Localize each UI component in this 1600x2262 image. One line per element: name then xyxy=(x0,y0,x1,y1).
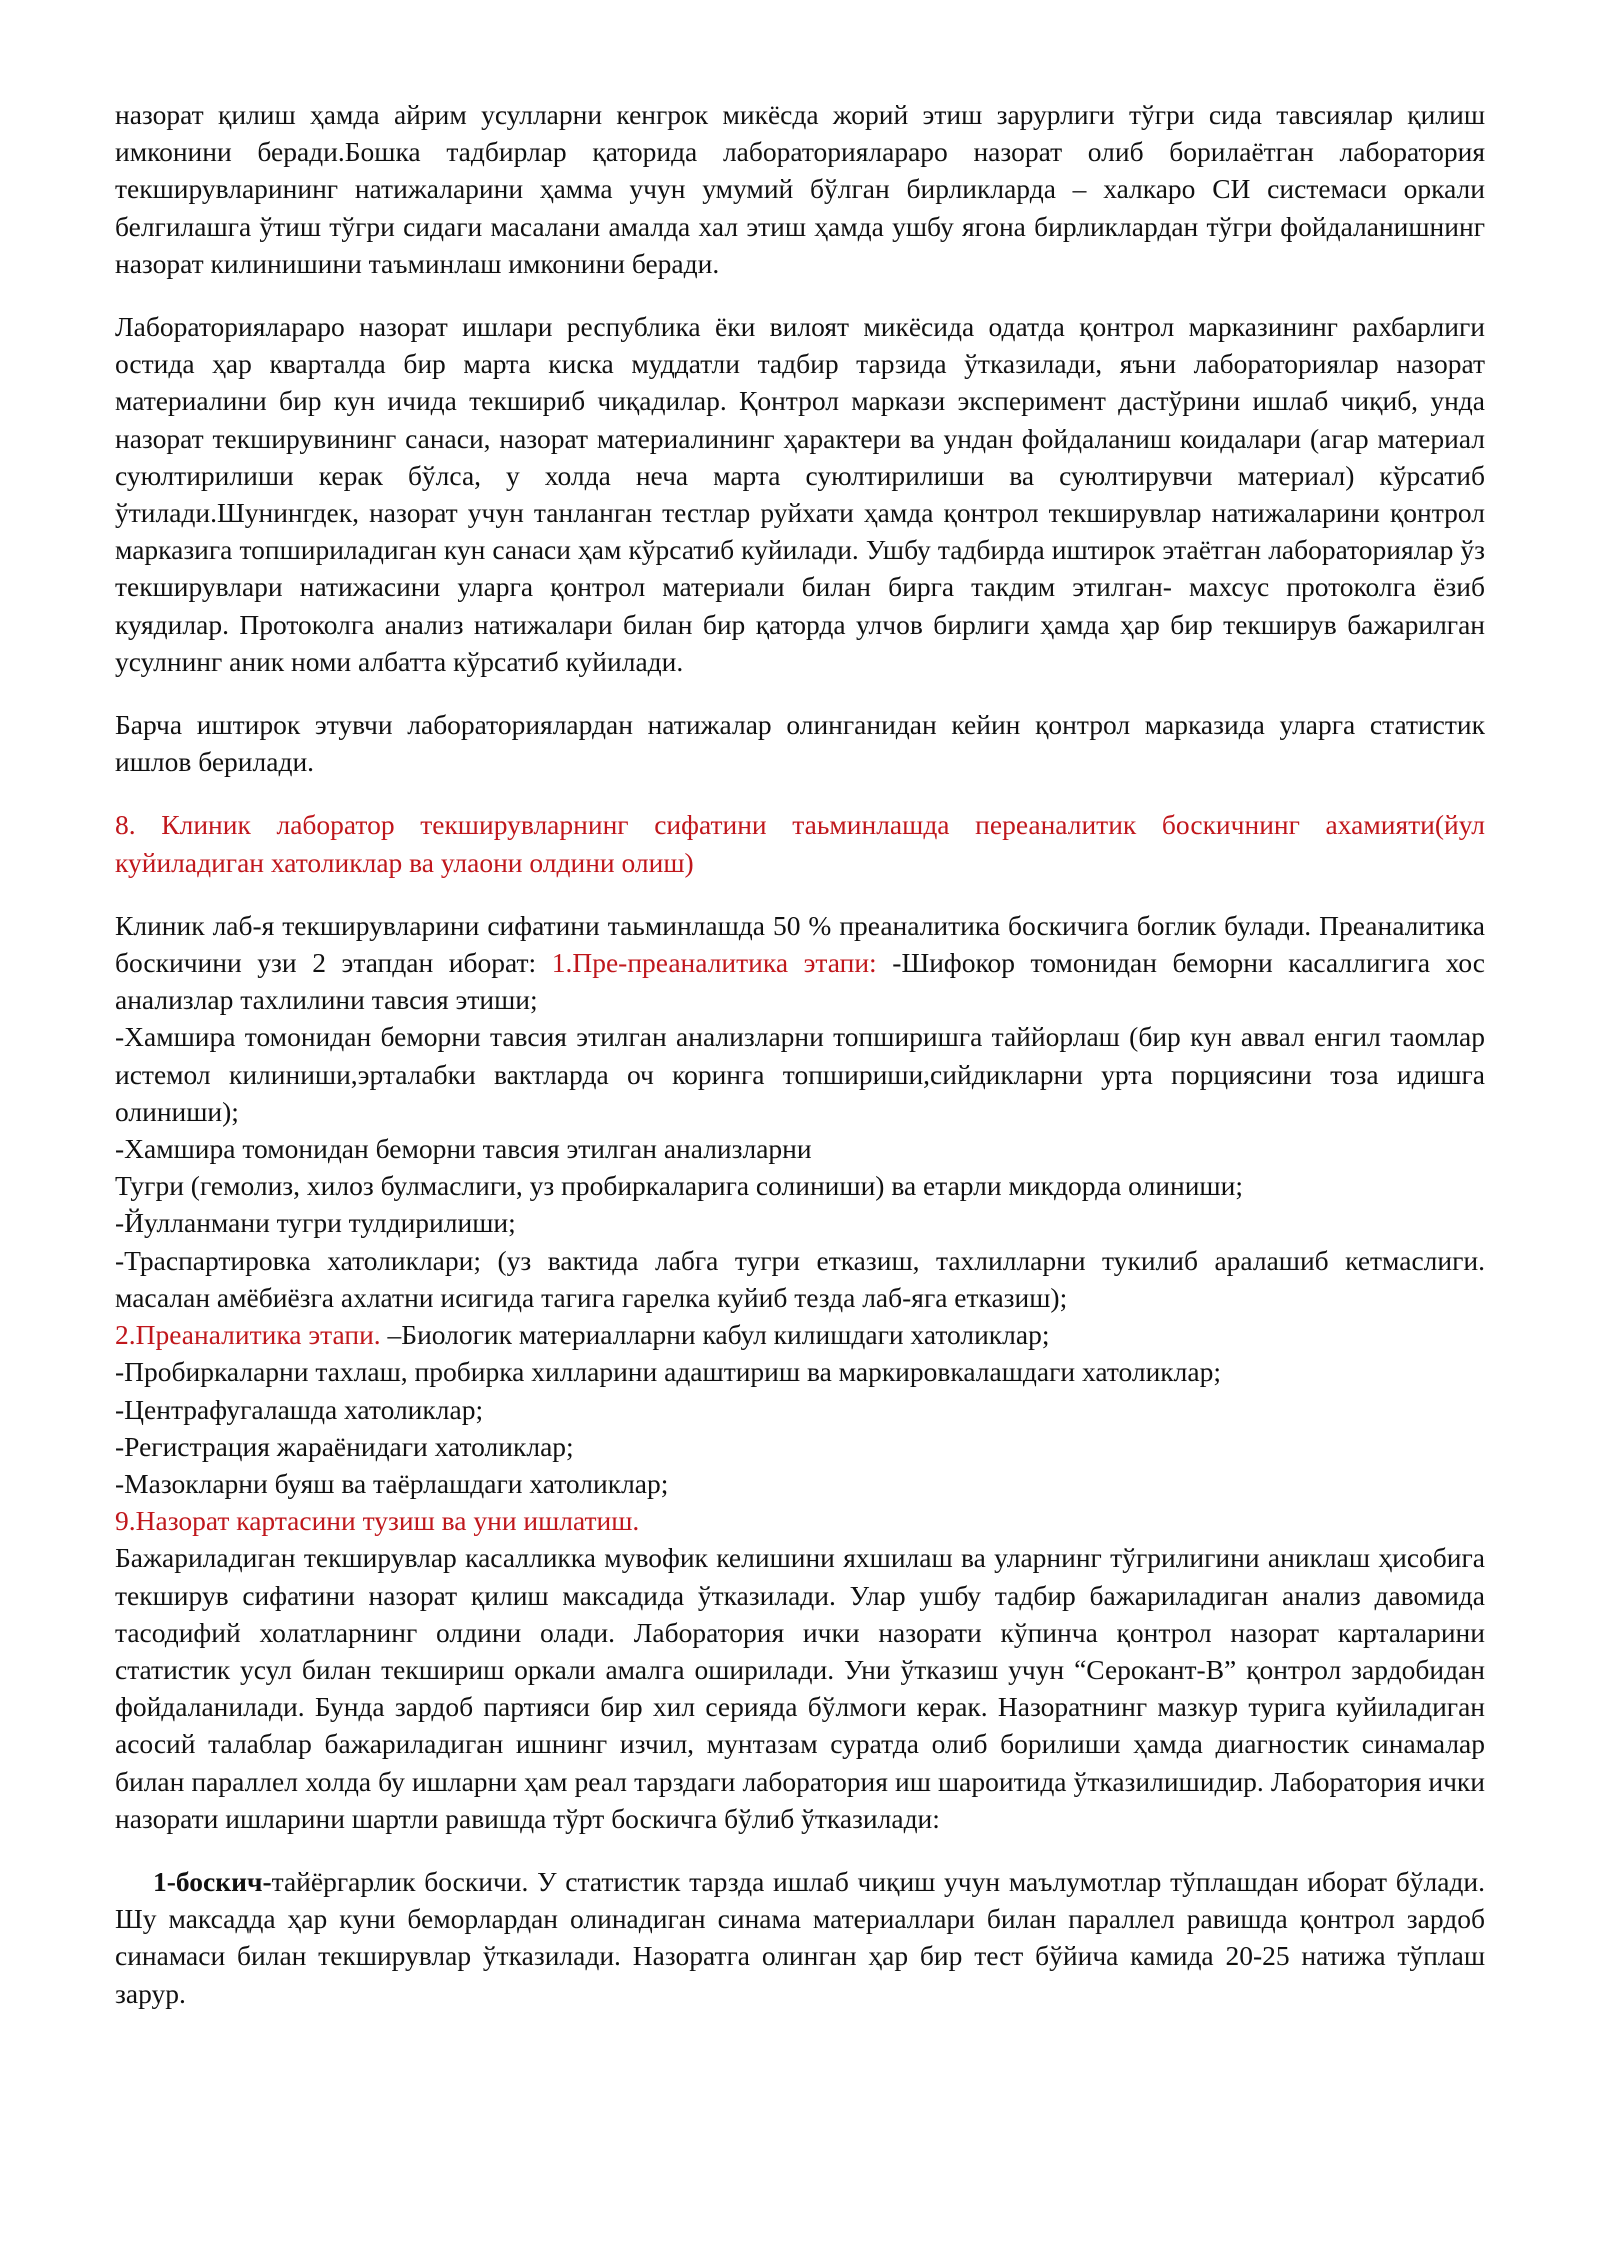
list-item-nurse-collect: -Хамшира томонидан беморни тавсия этилган анализларни xyxy=(115,1133,812,1165)
list-item-smear-staining: -Мазокларни буяш ва таёрлашдаги хатоликлар; xyxy=(115,1467,669,1499)
list-item-correct-collection: Тугри (гемолиз, хилоз булмаслиги, уз пробиркаларига солиниши) ва етарли микдорда олиниши; xyxy=(115,1170,1243,1202)
preanalytics-text: Клиник лаб-я текширувларини сифатини таьминлашда 50 % преаналитика боскичига боглик булади. Преаналитика боскичини узи 2 этапдан иборат: xyxy=(115,909,1485,979)
preanalytics-text-cont: -Шифокор томонидан беморни касаллигига хос анализлар тахлилини тавсия этиши; xyxy=(115,947,1485,1016)
list-item-transport: -Траспартировка хатоликлари; (уз вактида лабга тугри етказиш, тахлилларни тукилиб аралашиб кетмаслиги. масалан амёбиёзга ахлатни исигида тагига гарелка куйиб тезда лаб-яга етказиш); xyxy=(115,1244,1485,1313)
list-item-centrifuge: -Центрафугалашда хатоликлар; xyxy=(115,1393,484,1425)
paragraph-interlab-control: Лабораториялараро назорат ишлари республика ёки вилоят микёсида одатда қонтрол марказининг рахбарлиги остида ҳар кварталда бир марта киска муддатли тадбир тарзида ўтказилади, яъни лабораториялар назорат материалини бир кун ичида текшириб чиқадилар. Қонтрол маркази эксперимент дастўрини ишлаб чиқиб, унда назорат текширувининг санаси, назорат материалининг ҳарактери ва ундан фойдаланиш коидалари (агар материал суюлтирилиши керак бўлса, у холда неча марта суюлтирилиши ва суюлтирувчи материал) кўрсатиб ўтилади.Шунингдек, назорат учун танланган тестлар руйхати ҳамда қонтрол текширувлар натижаларини қонтрол марказига топшириладиган кун санаси ҳам кўрсатиб куйилади. Ушбу тадбирда иштирок этаётган лабораториялар ўз текширувлари натижасини уларга қонтрол материали билан бирга такдим этилган- махсус протоколга ёзиб куядилар. Протоколга анализ натижалари билан бир қаторда улчов бирлиги ҳамда ҳар бир текширув бажарилган усулнинг аник номи албатта кўрсатиб куйилади. xyxy=(115,311,1485,677)
pre-preanalytics-stage-label: 1.Пре-преаналитика этапи: xyxy=(551,947,877,979)
preanalytics-stage-text: –Биологик материалларни кабул килишдаги хатоликлар; xyxy=(380,1319,1050,1351)
list-item-tube-sorting: -Пробиркаларни тахлаш, пробирка хилларини адаштириш ва маркировкалашдаги хатоликлар; xyxy=(115,1356,1221,1388)
paragraph-control-chart: Бажариладиган текширувлар касалликка мувофик келишини яхшилаш ва уларнинг тўгрилигини аниклаш ҳисобига текширув сифатини назорат қилиш максадида ўтказилади. Улар ушбу тадбир бажариладиган анализ давомида тасодифий холатларнинг олдини олади. Лаборатория ички назорати кўпинча қонтрол назорат карталарини статистик усул билан текшириш оркали амалга оширилади. Уни ўтказиш учун “Серокант-В” қонтрол зардобидан фойдаланилади. Бунда зардоб партияси бир хил серияда бўлмоги керак. Назоратнинг мазкур турига куйиладиган асосий талаблар бажариладиган ишнинг изчил, мунтазам суратда олиб борилиши ҳамда диагностик синамалар билан параллел холда бу ишларни ҳам реал тарздаги лаборатория иш шароитида ўтказилишидир. Лаборатория ички назорати ишларини шартли равишда тўрт боскичга бўлиб ўтказилади: xyxy=(115,1542,1485,1834)
list-item-nurse-prep: -Хамшира томонидан беморни тавсия этилган анализларни топширишга таййорлаш (бир кун аввал енгил таомлар истемол килиниши,эрталабки вактларда оч коринга топшириши,сийдикларни урта порциясини тоза идишга олиниши); xyxy=(115,1021,1485,1127)
list-item-referral: -Йулланмани тугри тулдирилиши; xyxy=(115,1207,516,1239)
heading-section-9: 9.Назорат картасини тузиш ва уни ишлатиш. xyxy=(115,1505,640,1537)
stage-1-text: тайёргарлик боскичи. У статистик тарзда ишлаб чиқиш учун маълумотлар тўплашдан иборат бўлади. Шу максадда ҳар куни беморлардан олинадиган синама материаллари билан параллел равишда қонтрол зардоб синамаси билан текширувлар ўтказилади. Назоратга олинган ҳар бир тест бўйича камида 20-25 натижа тўплаш зарур. xyxy=(115,1865,1485,2009)
document-page xyxy=(115,96,1485,2012)
preanalytics-stage-label: 2.Преаналитика этапи. xyxy=(115,1319,381,1351)
heading-section-8: 8. Клиник лаборатор текширувларнинг сифатини таьминлашда переаналитик боскичнинг ахамияти(йул куйиладиган хатоликлар ва улаони олдини олиш) xyxy=(115,809,1485,878)
paragraph-stage-1 xyxy=(115,1863,1485,2012)
list-item-preanalytics-stage xyxy=(115,1316,1485,1353)
list-item-registration: -Регистрация жараёнидаги хатоликлар; xyxy=(115,1430,574,1462)
paragraph-intro: назорат қилиш ҳамда айрим усулларни кенгрок микёсда жорий этиш зарурлиги тўгри сида тавсиялар қилиш имконини беради.Бошка тадбирлар қаторида лабораторияларaро назорат олиб борилаётган лаборатория текширувларининг натижаларини ҳамма учун умумий бўлган бирликларда – халкаро СИ системаси оркали белгилашга ўтиш тўгри сидаги масалани амалда хал этиш ҳамда ушбу ягона бирликлардан тўгри фойдаланишнинг назорат килинишини таъминлаш имконини беради. xyxy=(115,99,1485,279)
paragraph-statistics: Барча иштирок этувчи лабораториялардан натижалар олинганидан кейин қонтрол марказида уларга статистик ишлов берилади. xyxy=(115,709,1485,778)
stage-1-label: 1-боскич- xyxy=(153,1865,272,1897)
paragraph-preanalytics xyxy=(115,907,1485,1019)
